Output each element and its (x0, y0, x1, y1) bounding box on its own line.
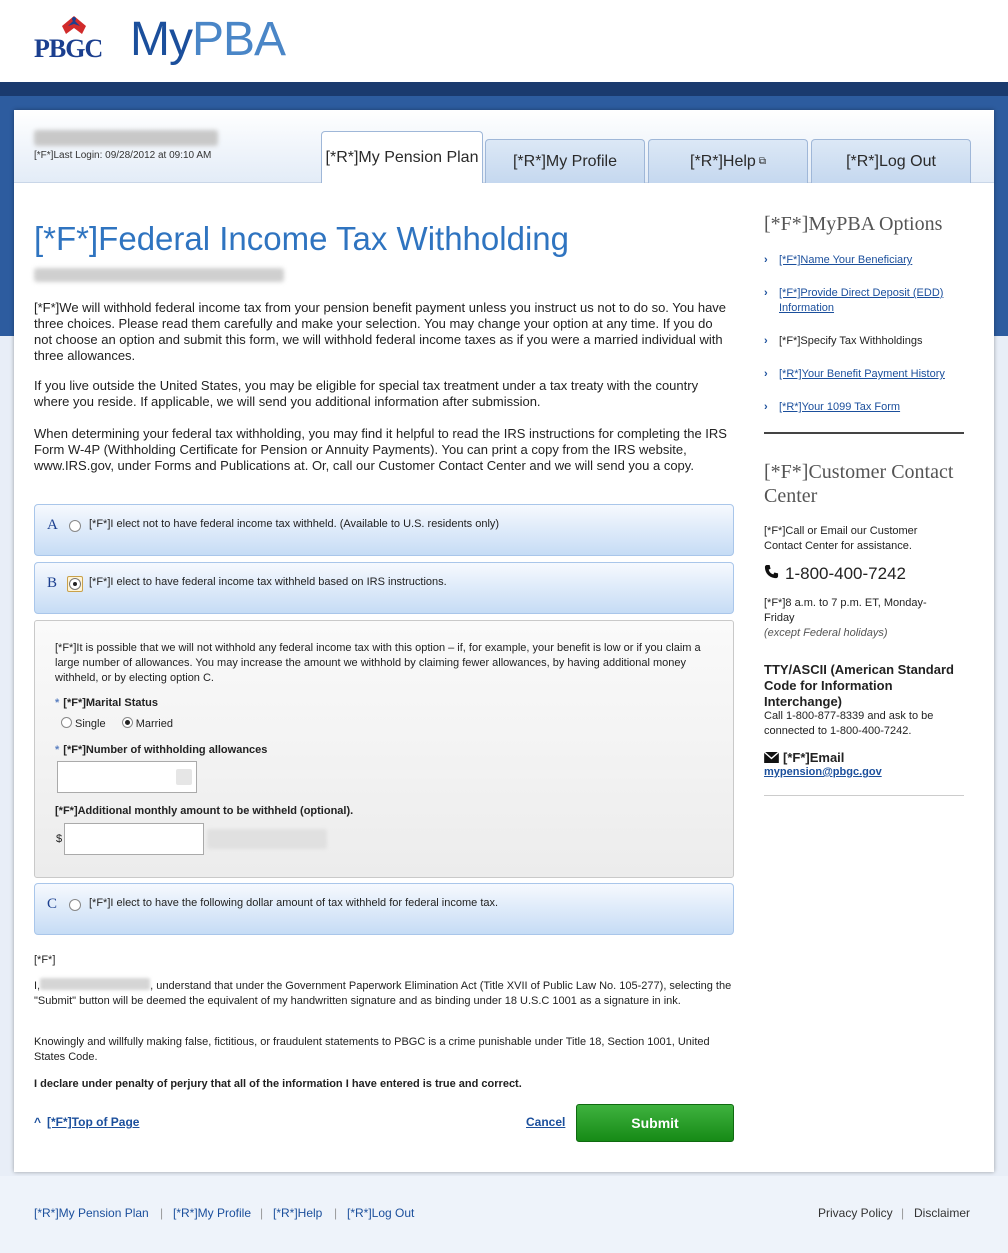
sidebar-link-direct-deposit[interactable]: [*F*]Provide Direct Deposit (EDD) Information (779, 287, 944, 314)
chevron-right-icon: › (764, 401, 768, 413)
option-b-explanation: [*F*]It is possible that we will not withhold any federal income tax with this option – if, for example, your benefit is low or if you claim a large number of allowances. You may increase the amount we withhold by claiming fewer allowances, by having additional money withheld, or by electing option C. (55, 642, 701, 684)
option-a-radio[interactable] (69, 520, 81, 532)
submit-button[interactable]: Submit (576, 1104, 734, 1142)
option-letter: B (47, 575, 58, 591)
additional-amount-input[interactable] (64, 823, 204, 855)
plan-name-redacted (34, 268, 284, 282)
sidebar-divider (764, 432, 964, 434)
signature-statement: I, , understand that under the Government Paperwork Elimination Act (Title XVII of Public Law No. 105-277), selecting the "Submit" button will be deemed the equivalent of my handwritten signature and as binding under 18 U.S.C 1001 as a signature in ink. (34, 980, 732, 1007)
married-label: Married (135, 718, 173, 730)
option-b-radio[interactable] (67, 576, 83, 592)
chevron-up-icon: ^ (34, 1115, 42, 1129)
tab-help[interactable] (648, 139, 808, 183)
sidebar-options-title: [*F*]MyPBA Options (764, 213, 943, 235)
declaration: I declare under penalty of perjury that all of the information I have entered is true and correct. (34, 1078, 522, 1090)
tty-text: Call 1-800-877-8339 and ask to be connected to 1-800-400-7242. (764, 710, 934, 737)
option-a[interactable] (34, 504, 734, 556)
tab-label: [*R*]Log Out (846, 152, 936, 170)
option-b-details (34, 620, 734, 878)
footer-link-disclaimer[interactable]: Disclaimer (914, 1206, 971, 1220)
footer-separator: | (901, 1206, 905, 1220)
tty-title: TTY/ASCII (American Standard Code for Information Interchange) (764, 662, 954, 709)
pbgc-logo-text: PBGC (34, 34, 103, 63)
footer-separator: | (334, 1206, 338, 1220)
email-link[interactable]: mypension@pbgc.gov (764, 766, 882, 778)
option-a-text: [*F*]I elect not to have federal income tax withheld. (Available to U.S. residents only) (89, 518, 500, 530)
contact-center-text: [*F*]Call or Email our Customer Contact Center for assistance. (764, 525, 918, 552)
option-letter: C (47, 896, 58, 912)
footer-link-privacy[interactable]: Privacy Policy (818, 1206, 893, 1220)
allowances-label: * [*F*]Number of withholding allowances (55, 744, 268, 756)
card-top-bar (14, 110, 994, 183)
mypba-logo-my: My (130, 13, 192, 66)
signature-marker: [*F*] (34, 954, 56, 966)
required-asterisk: * (55, 744, 60, 756)
per-month-hint-redacted (207, 829, 327, 849)
warning-statement: Knowingly and willfully making false, fictitious, or fraudulent statements to PBGC is a crime punishable under Title 18, Section 1001, United States Code. (34, 1036, 710, 1063)
intro-paragraph: [*F*]We will withhold federal income tax from your pension benefit payment unless you instruct us not to do so. You have three choices. Please read them carefully and make your selection. You may change your option at any time. If you do not choose an option and submit this form, we will withhold federal income taxes as if you were a married individual with three allowances. (34, 300, 727, 363)
footer-separator: | (160, 1206, 164, 1220)
additional-amount-label: [*F*]Additional monthly amount to be withheld (optional). (55, 805, 354, 817)
outside-us-paragraph: If you live outside the United States, you may be eligible for special tax treatment under a tax treaty with the country where you reside. If applicable, we will send you additional information after submission. (34, 378, 699, 409)
pbgc-logo[interactable] (34, 14, 114, 62)
tab-label: [*R*]My Profile (512, 152, 618, 170)
last-login: [*F*]Last Login: 09/28/2012 at 09:10 AM (34, 150, 212, 161)
sidebar-item-tax-withholdings: [*F*]Specify Tax Withholdings (779, 335, 923, 347)
sidebar-link-1099[interactable]: [*R*]Your 1099 Tax Form (779, 401, 901, 413)
footer-separator: | (260, 1206, 264, 1220)
option-c-radio[interactable] (69, 899, 81, 911)
header-band (0, 82, 1008, 96)
mypba-logo-pba: PBA (191, 13, 286, 66)
chevron-right-icon: › (764, 254, 768, 266)
required-asterisk: * (55, 697, 60, 709)
user-name-redacted (40, 978, 150, 990)
option-c-text: [*F*]I elect to have the following dollar amount of tax withheld for federal income tax. (89, 897, 499, 909)
cancel-link[interactable]: Cancel (526, 1115, 566, 1129)
contact-holidays: (except Federal holidays) (764, 627, 888, 639)
option-b[interactable] (34, 562, 734, 614)
marital-status-options (61, 717, 173, 730)
option-b-text: [*F*]I elect to have federal income tax withheld based on IRS instructions. (89, 576, 447, 588)
contact-center-title: [*F*]Customer Contact Center (764, 461, 954, 507)
chevron-right-icon: › (764, 335, 768, 347)
tab-my-profile[interactable] (485, 139, 645, 183)
single-label: Single (75, 718, 106, 730)
married-radio[interactable] (122, 717, 133, 728)
option-c[interactable] (34, 883, 734, 935)
allowances-input[interactable] (57, 761, 197, 793)
single-radio[interactable] (61, 717, 72, 728)
footer-link-help[interactable]: [*R*]Help (273, 1206, 323, 1220)
sidebar-link-payment-history[interactable]: [*R*]Your Benefit Payment History (779, 368, 945, 380)
email-label: [*F*]Email (764, 750, 964, 766)
tab-label: [*R*]Help (690, 152, 756, 170)
phone-icon (764, 564, 779, 579)
allowances-spinner[interactable] (176, 769, 192, 785)
envelope-icon (764, 752, 779, 763)
external-link-icon: ⧉ (758, 156, 766, 167)
chevron-right-icon: › (764, 368, 768, 380)
sidebar-link-beneficiary[interactable]: [*F*]Name Your Beneficiary (779, 254, 913, 266)
user-name-redacted (34, 130, 218, 146)
site-header (0, 0, 1008, 82)
currency-symbol: $ (56, 833, 63, 845)
contact-hours: [*F*]8 a.m. to 7 p.m. ET, Monday-Friday (764, 597, 927, 624)
pbgc-eagle-icon (54, 14, 94, 36)
tab-log-out[interactable] (811, 139, 971, 183)
marital-status-label: * [*F*]Marital Status (55, 697, 159, 709)
w4p-paragraph: When determining your federal tax withholding, you may find it helpful to read the IRS instructions for completing the IRS Form W-4P (Withholding Certificate for Pension or Annuity Payments). You can print a copy from the IRS website, www.IRS.gov, under Forms and Publications at. Or, call our Customer Contact Center and we will send you a copy. (34, 426, 727, 473)
option-letter: A (47, 517, 58, 533)
content-card (14, 110, 994, 1172)
footer-link-my-profile[interactable]: [*R*]My Profile (173, 1206, 252, 1220)
tab-label: [*R*]My Pension Plan (325, 148, 479, 166)
tab-my-pension-plan[interactable] (321, 131, 483, 183)
page-title: [*F*]Federal Income Tax Withholding (34, 220, 569, 257)
sidebar-divider (764, 795, 964, 796)
mypba-logo[interactable] (130, 12, 285, 67)
footer-link-my-pension-plan[interactable]: [*R*]My Pension Plan (34, 1206, 149, 1220)
top-of-page-link[interactable]: ^ [*F*]Top of Page (34, 1115, 140, 1129)
footer (0, 1176, 1008, 1253)
footer-link-log-out[interactable]: [*R*]Log Out (347, 1206, 415, 1220)
phone-number: 1-800-400-7242 (764, 564, 906, 584)
chevron-right-icon: › (764, 287, 768, 299)
